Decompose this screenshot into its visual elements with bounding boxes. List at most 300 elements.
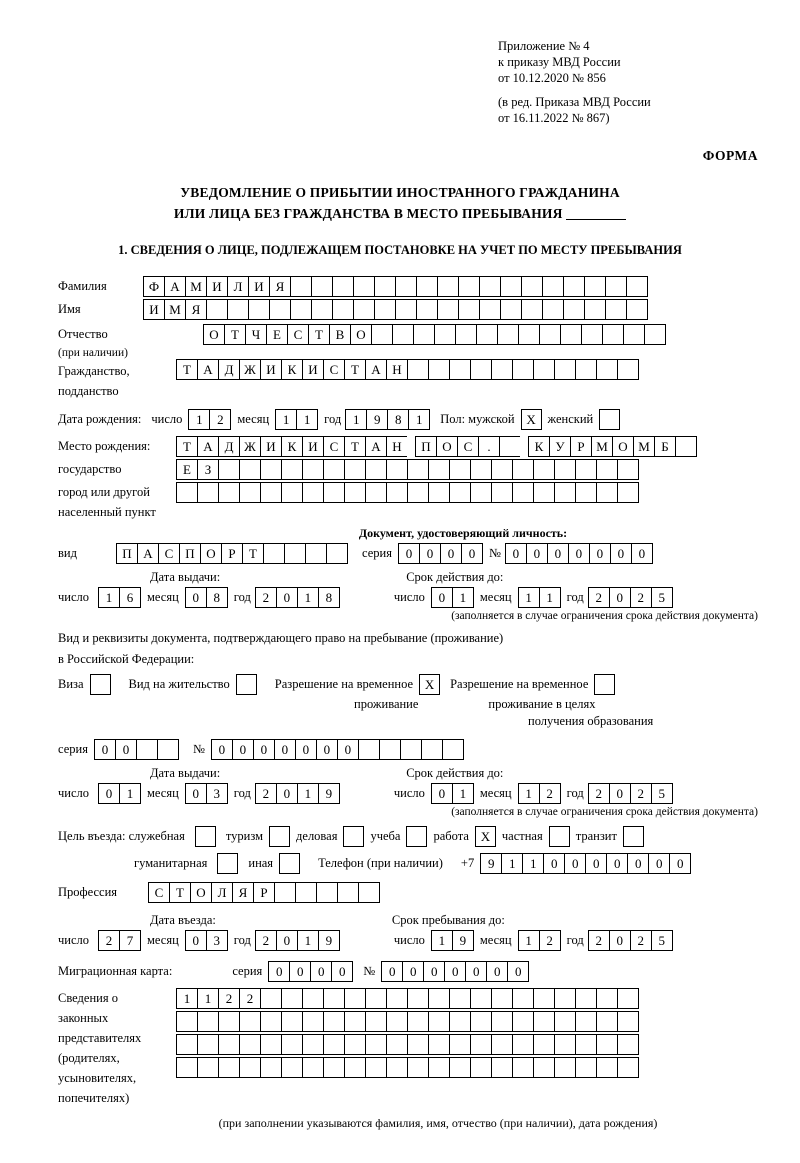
- char-cell[interactable]: [239, 1011, 261, 1032]
- char-cell[interactable]: Ч: [245, 324, 267, 345]
- char-cell[interactable]: 0: [423, 961, 445, 982]
- char-cell[interactable]: [449, 988, 471, 1009]
- char-cell[interactable]: [218, 1034, 240, 1055]
- char-cell[interactable]: 2: [539, 783, 561, 804]
- char-cell[interactable]: И: [206, 276, 228, 297]
- char-cell[interactable]: [491, 482, 513, 503]
- char-cell[interactable]: [458, 299, 480, 320]
- char-cell[interactable]: 2: [98, 930, 120, 951]
- permit-series-cells[interactable]: [94, 739, 179, 760]
- char-cell[interactable]: [491, 459, 513, 480]
- char-cell[interactable]: [392, 324, 414, 345]
- char-cell[interactable]: 9: [366, 409, 388, 430]
- char-cell[interactable]: [281, 459, 303, 480]
- char-cell[interactable]: У: [549, 436, 571, 457]
- char-cell[interactable]: [386, 1034, 408, 1055]
- char-cell[interactable]: [323, 482, 345, 503]
- char-cell[interactable]: А: [164, 276, 186, 297]
- char-cell[interactable]: 0: [505, 543, 527, 564]
- char-cell[interactable]: [554, 459, 576, 480]
- char-cell[interactable]: 0: [316, 739, 338, 760]
- char-cell[interactable]: [470, 1034, 492, 1055]
- char-cell[interactable]: 0: [627, 853, 649, 874]
- char-cell[interactable]: 0: [610, 543, 632, 564]
- char-cell[interactable]: 1: [197, 988, 219, 1009]
- char-cell[interactable]: [332, 299, 354, 320]
- char-cell[interactable]: [533, 359, 555, 380]
- char-cell[interactable]: [521, 276, 543, 297]
- char-cell[interactable]: [353, 276, 375, 297]
- residence-checkbox[interactable]: [236, 674, 257, 695]
- char-cell[interactable]: 2: [630, 930, 652, 951]
- char-cell[interactable]: [533, 1011, 555, 1032]
- char-cell[interactable]: Т: [308, 324, 330, 345]
- doc-issue-day-cells[interactable]: [98, 587, 141, 608]
- char-cell[interactable]: 1: [119, 783, 141, 804]
- char-cell[interactable]: 2: [630, 587, 652, 608]
- char-cell[interactable]: 0: [631, 543, 653, 564]
- char-cell[interactable]: [434, 324, 456, 345]
- char-cell[interactable]: [458, 276, 480, 297]
- char-cell[interactable]: [416, 276, 438, 297]
- char-cell[interactable]: 5: [651, 587, 673, 608]
- char-cell[interactable]: Я: [269, 276, 291, 297]
- char-cell[interactable]: 0: [115, 739, 137, 760]
- char-cell[interactable]: 1: [522, 853, 544, 874]
- char-cell[interactable]: [197, 482, 219, 503]
- char-cell[interactable]: З: [197, 459, 219, 480]
- char-cell[interactable]: [407, 1034, 429, 1055]
- char-cell[interactable]: И: [260, 359, 282, 380]
- purpose-humanitarian-checkbox[interactable]: [217, 853, 238, 874]
- char-cell[interactable]: 0: [568, 543, 590, 564]
- stay-day-cells[interactable]: [431, 930, 474, 951]
- phone-cells[interactable]: [480, 853, 691, 874]
- char-cell[interactable]: [413, 324, 435, 345]
- char-cell[interactable]: 2: [539, 930, 561, 951]
- char-cell[interactable]: 2: [588, 587, 610, 608]
- char-cell[interactable]: 1: [518, 587, 540, 608]
- char-cell[interactable]: А: [197, 359, 219, 380]
- permit-valid-month-cells[interactable]: [518, 783, 561, 804]
- char-cell[interactable]: [218, 459, 240, 480]
- char-cell[interactable]: О: [200, 543, 222, 564]
- char-cell[interactable]: [512, 1034, 534, 1055]
- char-cell[interactable]: [584, 276, 606, 297]
- birth-city-line2-cells[interactable]: [176, 459, 639, 480]
- patronymic-cells[interactable]: [203, 324, 666, 345]
- char-cell[interactable]: [581, 324, 603, 345]
- char-cell[interactable]: [533, 482, 555, 503]
- char-cell[interactable]: [470, 1011, 492, 1032]
- purpose-business-checkbox[interactable]: [343, 826, 364, 847]
- char-cell[interactable]: [491, 1011, 513, 1032]
- doc-issue-month-cells[interactable]: [185, 587, 228, 608]
- entry-day-cells[interactable]: [98, 930, 141, 951]
- char-cell[interactable]: 1: [431, 930, 453, 951]
- char-cell[interactable]: [260, 1034, 282, 1055]
- char-cell[interactable]: [500, 276, 522, 297]
- purpose-transit-checkbox[interactable]: [623, 826, 644, 847]
- char-cell[interactable]: [596, 459, 618, 480]
- char-cell[interactable]: 0: [609, 783, 631, 804]
- char-cell[interactable]: [227, 299, 249, 320]
- char-cell[interactable]: [617, 459, 639, 480]
- char-cell[interactable]: 1: [452, 587, 474, 608]
- char-cell[interactable]: [395, 276, 417, 297]
- char-cell[interactable]: [596, 1011, 618, 1032]
- char-cell[interactable]: [323, 1057, 345, 1078]
- char-cell[interactable]: Т: [344, 436, 366, 457]
- char-cell[interactable]: 9: [452, 930, 474, 951]
- char-cell[interactable]: Т: [176, 436, 198, 457]
- char-cell[interactable]: С: [287, 324, 309, 345]
- legal-line4-cells[interactable]: [176, 1057, 639, 1078]
- char-cell[interactable]: А: [365, 436, 387, 457]
- char-cell[interactable]: Л: [227, 276, 249, 297]
- char-cell[interactable]: 1: [297, 783, 319, 804]
- char-cell[interactable]: 0: [465, 961, 487, 982]
- char-cell[interactable]: [617, 482, 639, 503]
- char-cell[interactable]: [290, 299, 312, 320]
- char-cell[interactable]: М: [591, 436, 613, 457]
- char-cell[interactable]: [449, 1011, 471, 1032]
- char-cell[interactable]: Р: [253, 882, 275, 903]
- char-cell[interactable]: [260, 988, 282, 1009]
- char-cell[interactable]: [353, 299, 375, 320]
- char-cell[interactable]: [281, 1057, 303, 1078]
- doc-kind-cells[interactable]: [116, 543, 348, 564]
- char-cell[interactable]: Е: [176, 459, 198, 480]
- char-cell[interactable]: [617, 988, 639, 1009]
- char-cell[interactable]: О: [190, 882, 212, 903]
- char-cell[interactable]: [542, 276, 564, 297]
- char-cell[interactable]: [407, 988, 429, 1009]
- char-cell[interactable]: 2: [209, 409, 231, 430]
- permit-issue-month-cells[interactable]: [185, 783, 228, 804]
- char-cell[interactable]: [428, 482, 450, 503]
- char-cell[interactable]: И: [143, 299, 165, 320]
- char-cell[interactable]: [295, 882, 317, 903]
- surname-cells[interactable]: [143, 276, 648, 297]
- char-cell[interactable]: [500, 299, 522, 320]
- char-cell[interactable]: П: [179, 543, 201, 564]
- char-cell[interactable]: [302, 459, 324, 480]
- char-cell[interactable]: И: [260, 436, 282, 457]
- char-cell[interactable]: [533, 988, 555, 1009]
- char-cell[interactable]: [176, 482, 198, 503]
- char-cell[interactable]: 2: [588, 930, 610, 951]
- char-cell[interactable]: 8: [387, 409, 409, 430]
- char-cell[interactable]: [542, 299, 564, 320]
- char-cell[interactable]: 0: [253, 739, 275, 760]
- char-cell[interactable]: 0: [331, 961, 353, 982]
- char-cell[interactable]: [323, 988, 345, 1009]
- char-cell[interactable]: 9: [318, 783, 340, 804]
- char-cell[interactable]: [491, 1034, 513, 1055]
- char-cell[interactable]: Т: [224, 324, 246, 345]
- char-cell[interactable]: [518, 324, 540, 345]
- char-cell[interactable]: 6: [119, 587, 141, 608]
- char-cell[interactable]: [491, 988, 513, 1009]
- char-cell[interactable]: 2: [255, 587, 277, 608]
- char-cell[interactable]: [332, 276, 354, 297]
- char-cell[interactable]: Я: [185, 299, 207, 320]
- char-cell[interactable]: [596, 482, 618, 503]
- entry-month-cells[interactable]: [185, 930, 228, 951]
- char-cell[interactable]: 8: [206, 587, 228, 608]
- char-cell[interactable]: М: [185, 276, 207, 297]
- char-cell[interactable]: [263, 543, 285, 564]
- char-cell[interactable]: [248, 299, 270, 320]
- char-cell[interactable]: [260, 1011, 282, 1032]
- char-cell[interactable]: 0: [310, 961, 332, 982]
- char-cell[interactable]: 2: [218, 988, 240, 1009]
- purpose-tourism-checkbox[interactable]: [269, 826, 290, 847]
- permit-number-cells[interactable]: [211, 739, 464, 760]
- char-cell[interactable]: [617, 1057, 639, 1078]
- birth-city-line3-cells[interactable]: [176, 482, 639, 503]
- char-cell[interactable]: 3: [206, 783, 228, 804]
- permit-valid-year-cells[interactable]: [588, 783, 673, 804]
- char-cell[interactable]: [344, 1057, 366, 1078]
- char-cell[interactable]: [605, 299, 627, 320]
- char-cell[interactable]: [626, 276, 648, 297]
- char-cell[interactable]: [575, 1011, 597, 1032]
- char-cell[interactable]: 1: [518, 930, 540, 951]
- char-cell[interactable]: [358, 739, 380, 760]
- char-cell[interactable]: [365, 1057, 387, 1078]
- char-cell[interactable]: О: [612, 436, 634, 457]
- char-cell[interactable]: [554, 359, 576, 380]
- char-cell[interactable]: [218, 1011, 240, 1032]
- char-cell[interactable]: [274, 882, 296, 903]
- char-cell[interactable]: [365, 1034, 387, 1055]
- char-cell[interactable]: 1: [408, 409, 430, 430]
- char-cell[interactable]: 0: [398, 543, 420, 564]
- char-cell[interactable]: [386, 1057, 408, 1078]
- char-cell[interactable]: [428, 359, 450, 380]
- char-cell[interactable]: [269, 299, 291, 320]
- char-cell[interactable]: Д: [218, 436, 240, 457]
- char-cell[interactable]: [239, 459, 261, 480]
- char-cell[interactable]: [365, 1011, 387, 1032]
- char-cell[interactable]: [470, 1057, 492, 1078]
- char-cell[interactable]: 9: [318, 930, 340, 951]
- char-cell[interactable]: М: [633, 436, 655, 457]
- char-cell[interactable]: [512, 1057, 534, 1078]
- char-cell[interactable]: [239, 1034, 261, 1055]
- char-cell[interactable]: [260, 482, 282, 503]
- char-cell[interactable]: К: [281, 359, 303, 380]
- char-cell[interactable]: 3: [206, 930, 228, 951]
- char-cell[interactable]: [428, 1057, 450, 1078]
- char-cell[interactable]: 0: [232, 739, 254, 760]
- purpose-work-checkbox[interactable]: X: [475, 826, 496, 847]
- birth-month-cells[interactable]: [275, 409, 318, 430]
- char-cell[interactable]: А: [365, 359, 387, 380]
- char-cell[interactable]: [337, 882, 359, 903]
- char-cell[interactable]: Т: [176, 359, 198, 380]
- legal-line3-cells[interactable]: [176, 1034, 639, 1055]
- char-cell[interactable]: 0: [185, 783, 207, 804]
- char-cell[interactable]: [575, 482, 597, 503]
- char-cell[interactable]: 0: [606, 853, 628, 874]
- char-cell[interactable]: [533, 459, 555, 480]
- char-cell[interactable]: [281, 988, 303, 1009]
- char-cell[interactable]: С: [457, 436, 479, 457]
- char-cell[interactable]: [428, 1034, 450, 1055]
- char-cell[interactable]: [449, 1034, 471, 1055]
- char-cell[interactable]: [206, 299, 228, 320]
- char-cell[interactable]: [584, 299, 606, 320]
- char-cell[interactable]: [316, 882, 338, 903]
- char-cell[interactable]: [449, 1057, 471, 1078]
- char-cell[interactable]: [407, 482, 429, 503]
- char-cell[interactable]: [239, 1057, 261, 1078]
- char-cell[interactable]: 0: [295, 739, 317, 760]
- char-cell[interactable]: 1: [539, 587, 561, 608]
- char-cell[interactable]: [407, 359, 429, 380]
- char-cell[interactable]: [449, 359, 471, 380]
- char-cell[interactable]: Л: [211, 882, 233, 903]
- char-cell[interactable]: 0: [94, 739, 116, 760]
- char-cell[interactable]: [302, 1057, 324, 1078]
- char-cell[interactable]: 1: [518, 783, 540, 804]
- char-cell[interactable]: [302, 988, 324, 1009]
- char-cell[interactable]: 0: [564, 853, 586, 874]
- char-cell[interactable]: 0: [185, 930, 207, 951]
- char-cell[interactable]: [491, 1057, 513, 1078]
- char-cell[interactable]: [512, 988, 534, 1009]
- char-cell[interactable]: О: [203, 324, 225, 345]
- doc-number-cells[interactable]: [505, 543, 653, 564]
- char-cell[interactable]: [617, 359, 639, 380]
- char-cell[interactable]: [605, 276, 627, 297]
- char-cell[interactable]: [374, 299, 396, 320]
- char-cell[interactable]: 0: [669, 853, 691, 874]
- char-cell[interactable]: [479, 299, 501, 320]
- char-cell[interactable]: 0: [274, 739, 296, 760]
- permit-issue-year-cells[interactable]: [255, 783, 340, 804]
- char-cell[interactable]: [197, 1034, 219, 1055]
- legal-line1-cells[interactable]: [176, 988, 639, 1009]
- char-cell[interactable]: Р: [221, 543, 243, 564]
- stay-year-cells[interactable]: [588, 930, 673, 951]
- char-cell[interactable]: [476, 324, 498, 345]
- char-cell[interactable]: [470, 988, 492, 1009]
- char-cell[interactable]: [176, 1057, 198, 1078]
- char-cell[interactable]: [449, 482, 471, 503]
- stay-month-cells[interactable]: [518, 930, 561, 951]
- char-cell[interactable]: [284, 543, 306, 564]
- char-cell[interactable]: [371, 324, 393, 345]
- char-cell[interactable]: [407, 459, 429, 480]
- char-cell[interactable]: 0: [609, 587, 631, 608]
- char-cell[interactable]: Ж: [239, 436, 261, 457]
- char-cell[interactable]: [311, 299, 333, 320]
- char-cell[interactable]: [326, 543, 348, 564]
- char-cell[interactable]: 1: [345, 409, 367, 430]
- char-cell[interactable]: И: [248, 276, 270, 297]
- char-cell[interactable]: [386, 988, 408, 1009]
- char-cell[interactable]: [512, 359, 534, 380]
- char-cell[interactable]: [554, 988, 576, 1009]
- char-cell[interactable]: [644, 324, 666, 345]
- char-cell[interactable]: 0: [609, 930, 631, 951]
- char-cell[interactable]: О: [436, 436, 458, 457]
- char-cell[interactable]: 0: [648, 853, 670, 874]
- char-cell[interactable]: 2: [630, 783, 652, 804]
- char-cell[interactable]: [239, 482, 261, 503]
- sex-male-checkbox[interactable]: X: [521, 409, 542, 430]
- doc-valid-day-cells[interactable]: [431, 587, 474, 608]
- char-cell[interactable]: 1: [452, 783, 474, 804]
- doc-issue-year-cells[interactable]: [255, 587, 340, 608]
- char-cell[interactable]: 1: [501, 853, 523, 874]
- char-cell[interactable]: 8: [318, 587, 340, 608]
- char-cell[interactable]: 0: [526, 543, 548, 564]
- char-cell[interactable]: И: [302, 359, 324, 380]
- char-cell[interactable]: 0: [276, 930, 298, 951]
- char-cell[interactable]: 0: [543, 853, 565, 874]
- char-cell[interactable]: Н: [386, 359, 408, 380]
- char-cell[interactable]: [596, 359, 618, 380]
- char-cell[interactable]: [449, 459, 471, 480]
- char-cell[interactable]: Б: [654, 436, 676, 457]
- char-cell[interactable]: 0: [381, 961, 403, 982]
- char-cell[interactable]: [554, 1034, 576, 1055]
- char-cell[interactable]: К: [281, 436, 303, 457]
- char-cell[interactable]: 5: [651, 783, 673, 804]
- char-cell[interactable]: 0: [431, 783, 453, 804]
- temp-residence-checkbox[interactable]: X: [419, 674, 440, 695]
- char-cell[interactable]: К: [528, 436, 550, 457]
- char-cell[interactable]: [323, 459, 345, 480]
- char-cell[interactable]: 1: [297, 930, 319, 951]
- char-cell[interactable]: 0: [486, 961, 508, 982]
- char-cell[interactable]: 0: [547, 543, 569, 564]
- birth-year-cells[interactable]: [345, 409, 430, 430]
- char-cell[interactable]: [428, 459, 450, 480]
- permit-issue-day-cells[interactable]: [98, 783, 141, 804]
- char-cell[interactable]: Д: [218, 359, 240, 380]
- char-cell[interactable]: [554, 482, 576, 503]
- char-cell[interactable]: [479, 276, 501, 297]
- char-cell[interactable]: [344, 459, 366, 480]
- char-cell[interactable]: [512, 459, 534, 480]
- char-cell[interactable]: 0: [402, 961, 424, 982]
- char-cell[interactable]: [395, 299, 417, 320]
- char-cell[interactable]: [596, 988, 618, 1009]
- char-cell[interactable]: [675, 436, 697, 457]
- char-cell[interactable]: Ф: [143, 276, 165, 297]
- char-cell[interactable]: [533, 1034, 555, 1055]
- char-cell[interactable]: [491, 359, 513, 380]
- char-cell[interactable]: [437, 299, 459, 320]
- char-cell[interactable]: [386, 1011, 408, 1032]
- doc-valid-month-cells[interactable]: [518, 587, 561, 608]
- char-cell[interactable]: Я: [232, 882, 254, 903]
- char-cell[interactable]: 7: [119, 930, 141, 951]
- doc-series-cells[interactable]: [398, 543, 483, 564]
- char-cell[interactable]: [302, 1034, 324, 1055]
- char-cell[interactable]: [521, 299, 543, 320]
- char-cell[interactable]: [554, 1011, 576, 1032]
- char-cell[interactable]: [428, 988, 450, 1009]
- char-cell[interactable]: С: [158, 543, 180, 564]
- char-cell[interactable]: Ж: [239, 359, 261, 380]
